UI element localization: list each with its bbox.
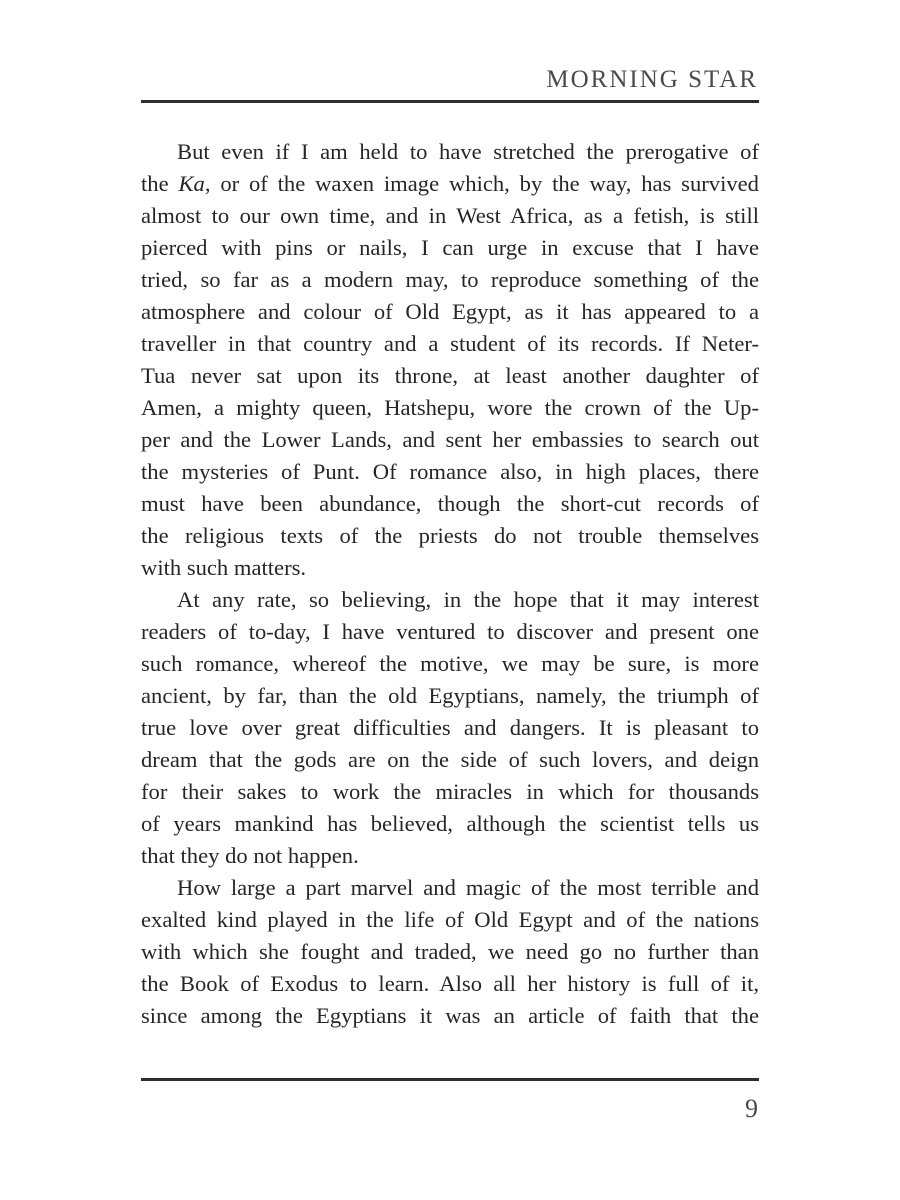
text-line: with which she fought and traded, we need go no further than [141,939,759,964]
text-line: of years mankind has believed, although the scientist tells us [141,811,759,836]
page-number: 9 [745,1094,758,1123]
body-text [141,136,759,1032]
text-line: Amen, a mighty queen, Hatshepu, wore the crown of the Up- [141,395,759,420]
text-line: But even if I am held to have stretched the prerogative of [177,139,759,164]
text-line: ancient, by far, than the old Egyptians, namely, the triumph of [141,683,759,708]
text-line: How large a part marvel and magic of the most terrible and [177,875,759,900]
text-line: dream that the gods are on the side of such lovers, and deign [141,747,759,772]
text-line: the mysteries of Punt. Of romance also, in high places, there [141,459,759,484]
text-line: for their sakes to work the miracles in which for thousands [141,779,759,804]
paragraph [141,872,759,1032]
text-line: pierced with pins or nails, I can urge in excuse that I have [141,235,759,260]
paragraph [141,136,759,584]
text-line: the Ka, or of the waxen image which, by the way, has survived [141,171,759,196]
footer-rule [141,1078,759,1081]
text-line: per and the Lower Lands, and sent her embassies to search out [141,427,759,452]
header-rule [141,100,759,103]
text-line: true love over great difficulties and dangers. It is pleasant to [141,715,759,740]
text-line: traveller in that country and a student of its records. If Neter- [141,331,759,356]
text-line: since among the Egyptians it was an article of faith that the [141,1003,759,1028]
text-line: that they do not happen. [141,843,359,868]
text-line: tried, so far as a modern may, to reproduce something of the [141,267,759,292]
running-head-title: MORNING STAR [546,66,758,93]
text-line: At any rate, so believing, in the hope that it may interest [177,587,759,612]
text-line: the Book of Exodus to learn. Also all her history is full of it, [141,971,759,996]
text-line: such romance, whereof the motive, we may be sure, is more [141,651,759,676]
text-line: almost to our own time, and in West Africa, as a fetish, is still [141,203,759,228]
text-line: readers of to-day, I have ventured to discover and present one [141,619,759,644]
text-line: must have been abundance, though the short-cut records of [141,491,759,516]
text-line: with such matters. [141,555,307,580]
paragraph [141,584,759,872]
text-line: Tua never sat upon its throne, at least another daughter of [141,363,759,388]
text-line: the religious texts of the priests do not trouble themselves [141,523,759,548]
text-line: exalted kind played in the life of Old Egypt and of the nations [141,907,759,932]
text-line: atmosphere and colour of Old Egypt, as it has appeared to a [141,299,759,324]
